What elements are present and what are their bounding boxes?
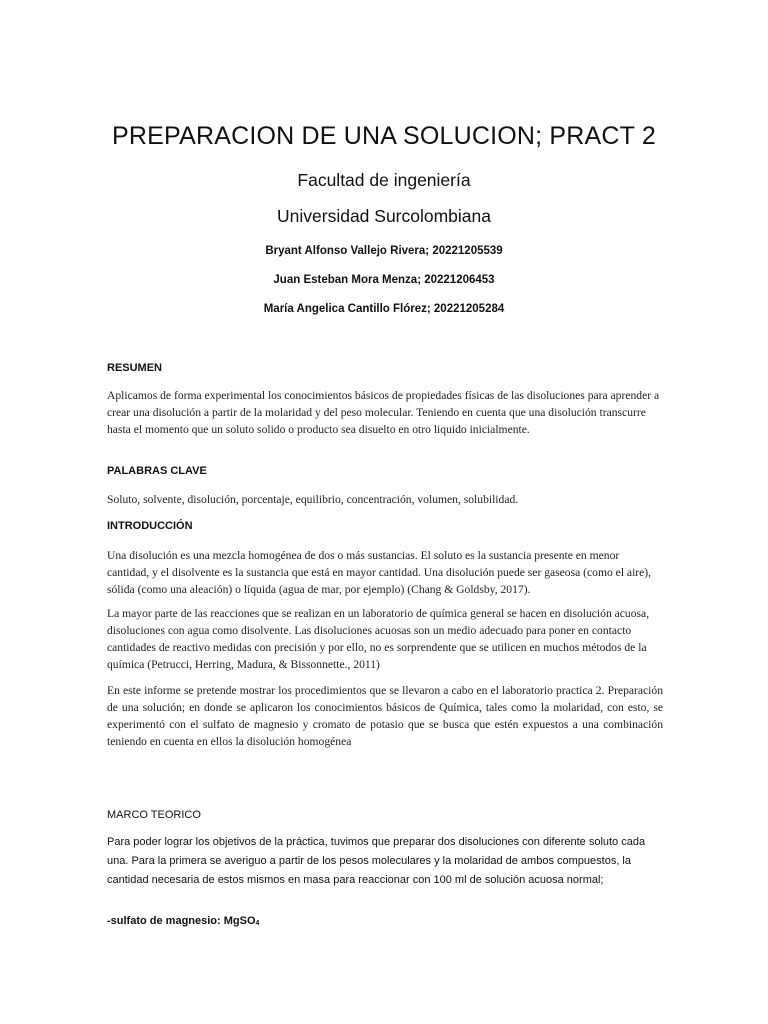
formula-label: -sulfato de magnesio: MgSO (107, 915, 256, 927)
section-heading-palabras-clave: PALABRAS CLAVE (107, 465, 207, 477)
author-line: María Angelica Cantillo Flórez; 20221205284 (263, 303, 505, 315)
resumen-paragraph: Aplicamos de forma experimental los conocimientos básicos de propiedades físicas de las disoluciones para aprender a crear una disolución a partir de la molaridad y del peso molecular. Teniendo en cuenta que una disolución transcurre hasta el momento que un soluto solido o producto sea disuelto en otro liquido inicialmente. (107, 389, 660, 436)
document-title: PREPARACION DE UNA SOLUCION; PRACT 2 (112, 122, 656, 150)
section-heading-introduccion: INTRODUCCIÓN (107, 520, 193, 532)
university-name: Universidad Surcolombiana (277, 206, 491, 226)
introduccion-paragraph: La mayor parte de las reacciones que se realizan en un laboratorio de química general se hacen en disolución acuosa, disoluciones con agua como disolvente. Las disoluciones acuosas son un medio adecuado para poner en contacto cantidades de reactivo medidas con precisión y por ello, no es sorprendente que se utilicen en muchos métodos de la química (Petrucci, Herring, Madura, & Bissonnette., 2011) (107, 607, 650, 671)
section-heading-marco-teorico: MARCO TEORICO (107, 809, 201, 821)
introduccion-paragraph: En este informe se pretende mostrar los procedimientos que se llevaron a cabo en el laboratorio practica 2. Preparación de una solución; en donde se aplicaron los conocimientos básicos de Química, tales como la molaridad, con esto, se experimentó con el sulfato de magnesio y cromato de potasio que se busca que estén expuestos a una combinación teniendo en cuenta en ellos la disolución homogénea (107, 684, 663, 748)
author-line: Bryant Alfonso Vallejo Rivera; 20221205539 (265, 245, 503, 257)
faculty-name: Facultad de ingeniería (297, 170, 471, 190)
author-line: Juan Esteban Mora Menza; 20221206453 (273, 274, 495, 286)
marco-teorico-paragraph: Para poder lograr los objetivos de la práctica, tuvimos que preparar dos disoluciones con diferente soluto cada una. Para la primera se averiguo a partir de los pesos moleculares y la molaridad de ambos compuestos, la cantidad necesaria de estos mismos en masa para reaccionar con 100 ml de solución acuosa normal; (107, 836, 646, 886)
palabras-clave-paragraph: Soluto, solvente, disolución, porcentaje, equilibrio, concentración, volumen, solubilidad. (107, 493, 519, 506)
formula-line (107, 915, 259, 927)
section-heading-resumen: RESUMEN (107, 362, 163, 374)
formula-subscript: 4 (255, 920, 260, 927)
introduccion-paragraph: Una disolución es una mezcla homogénea de dos o más sustancias. El soluto es la sustancia presente en menor cantidad, y el disolvente es la sustancia que está en mayor cantidad. Una disolución puede ser gaseosa (como el aire), sólida (como una aleación) o líquida (agua de mar, por ejemplo) (Chang & Goldsby, 2017). (107, 549, 652, 596)
